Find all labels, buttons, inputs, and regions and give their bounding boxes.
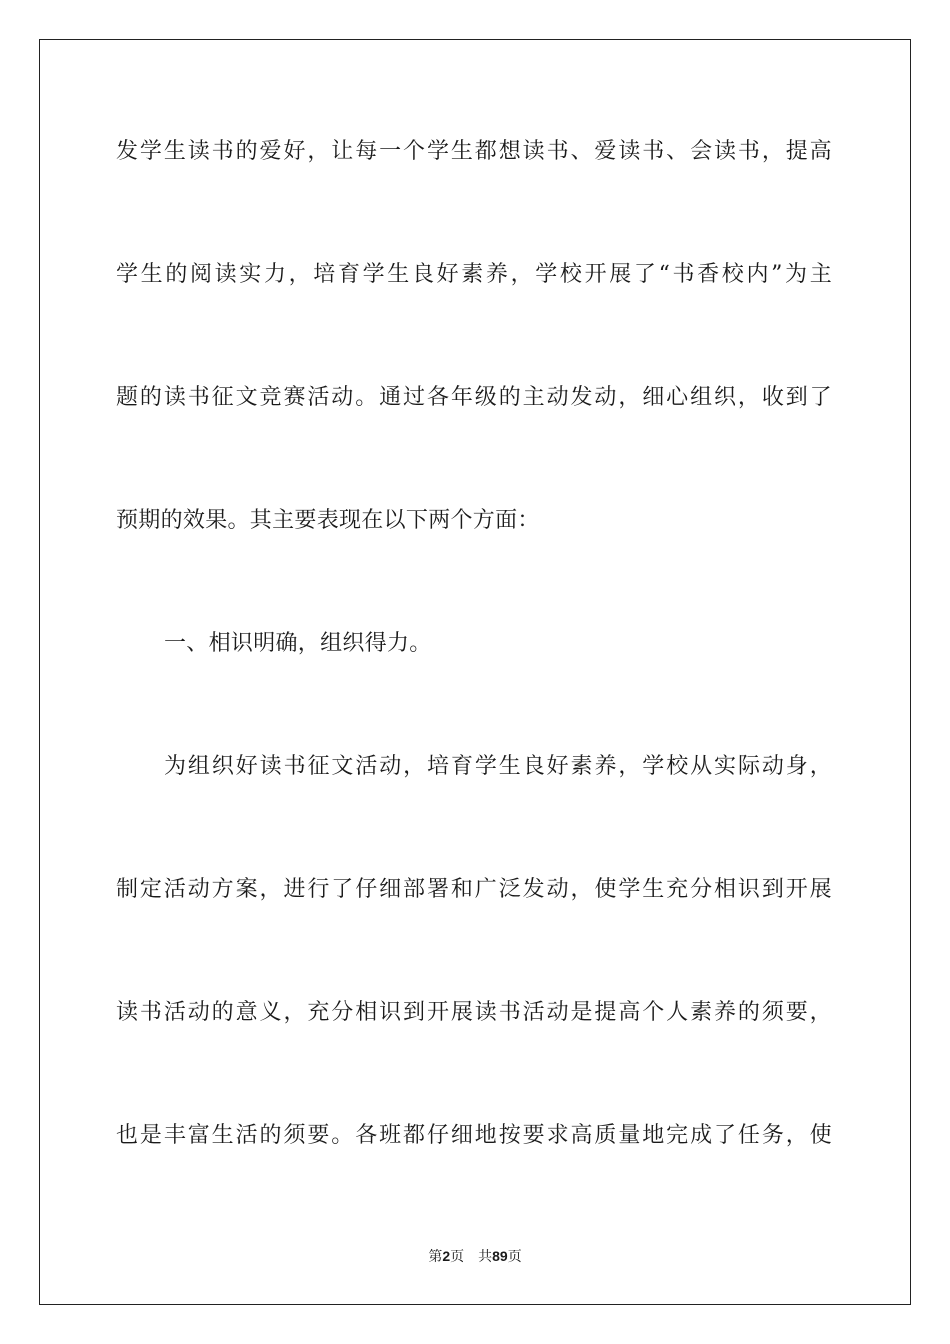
page-footer [0, 1247, 950, 1266]
body-line-1: 发学生读书的爱好，让每一个学生都想读书、爱读书、会读书，提高 [116, 139, 832, 164]
page-border [39, 39, 911, 1305]
body-line-4: 预期的效果。其主要表现在以下两个方面： [116, 508, 540, 533]
body-line-2: 学生的阅读实力，培育学生良好素养，学校开展了“书香校内”为主 [116, 262, 832, 287]
section-heading: 一、相识明确，组织得力。 [164, 631, 432, 656]
body-line-7: 制定活动方案，进行了仔细部署和广泛发动，使学生充分相识到开展 [116, 877, 832, 902]
body-line-6: 为组织好读书征文活动，培育学生良好素养，学校从实际动身， [164, 754, 832, 779]
total-prefix: 共 [478, 1249, 493, 1265]
body-line-3: 题的读书征文竞赛活动。通过各年级的主动发动，细心组织，收到了 [116, 385, 832, 410]
body-line-9: 也是丰富生活的须要。各班都仔细地按要求高质量地完成了任务，使 [116, 1123, 832, 1148]
page-number: 2 [442, 1248, 451, 1264]
total-suffix: 页 [507, 1249, 522, 1265]
page-suffix: 页 [450, 1249, 465, 1265]
page-prefix: 第 [428, 1249, 443, 1265]
total-pages: 89 [492, 1248, 508, 1264]
body-line-8: 读书活动的意义，充分相识到开展读书活动是提高个人素养的须要， [116, 1000, 832, 1025]
